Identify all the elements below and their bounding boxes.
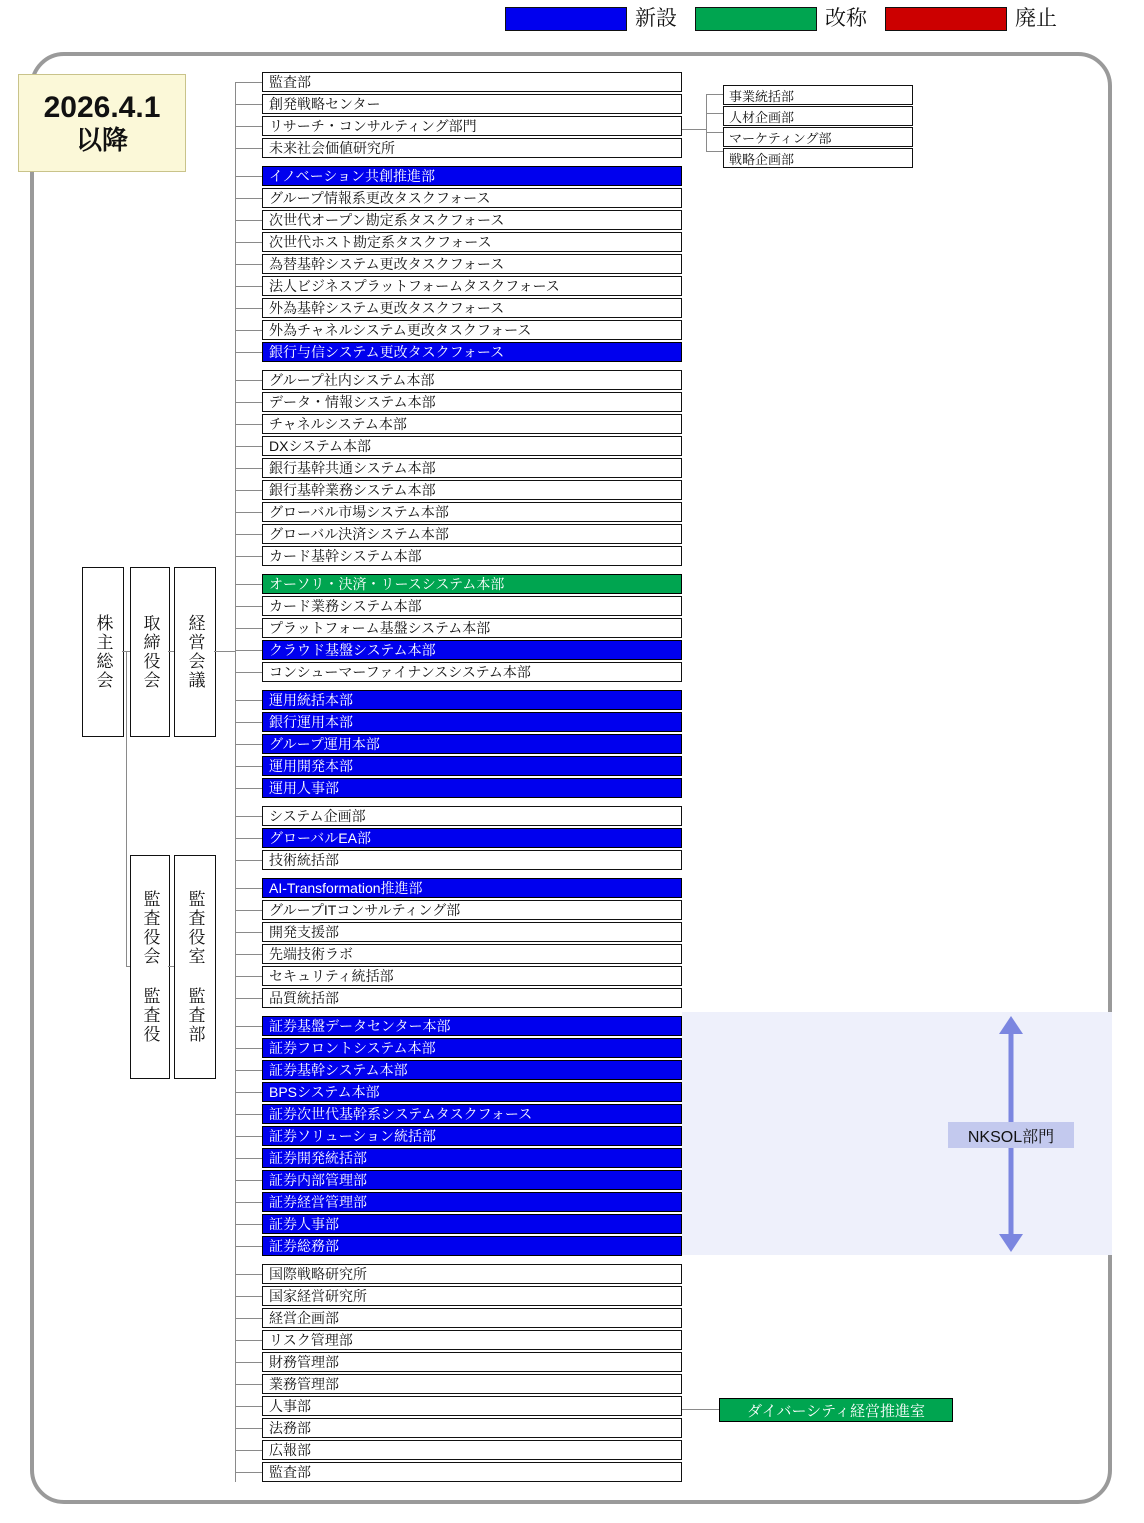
connector-department [235,700,262,701]
department-row [262,546,682,566]
governance-box-audit-office [174,855,216,1079]
department-label: リスク管理部 [269,1332,353,1348]
diversity-office-box [719,1398,953,1422]
department-row [262,116,682,136]
department-label: 為替基幹システム更改タスクフォース [269,256,505,272]
governance-label-shareholders: 株主総会 [93,614,113,690]
department-row [262,850,682,870]
department-label: 銀行与信システム更改タスクフォース [269,344,505,360]
connector-department [235,1114,262,1115]
department-row [262,298,682,318]
connector-department [235,286,262,287]
department-row [262,1148,682,1168]
connector-department [235,1180,262,1181]
connector-department [235,976,262,977]
connector-department [235,1274,262,1275]
department-label: 創発戦略センター [269,96,381,112]
department-label: 次世代オープン勘定系タスクフォース [269,212,505,228]
department-row [262,138,682,158]
department-row [262,900,682,920]
legend-swatch-new [505,7,627,31]
department-row [262,1462,682,1482]
subunit-label: 事業統括部 [729,88,795,104]
department-label: グループ情報系更改タスクフォース [269,190,491,206]
connector-department [235,534,262,535]
connector-department [235,1158,262,1159]
department-label: 国家経営研究所 [269,1288,367,1304]
connector-governance-h2 [168,651,174,652]
connector-governance-v1 [126,651,127,966]
department-label: 国際戦略研究所 [269,1266,367,1282]
connector-department [235,1296,262,1297]
department-label: 監査部 [269,74,311,90]
connector-department [235,1224,262,1225]
connector-department [235,1362,262,1363]
department-row [262,320,682,340]
connector-department [235,242,262,243]
department-label: 運用統括本部 [269,692,353,708]
connector-department [235,424,262,425]
department-row [262,1418,682,1438]
department-row [262,1038,682,1058]
connector-department [235,954,262,955]
connector-department [235,838,262,839]
subunit-box [723,148,913,168]
governance-box-auditors [130,855,170,1079]
department-row [262,210,682,230]
department-label: 先端技術ラボ [269,946,353,962]
department-label: 証券次世代基幹系システムタスクフォース [269,1106,533,1122]
connector-department [235,816,262,817]
department-row [262,502,682,522]
legend [505,4,1125,34]
department-row [262,1352,682,1372]
department-row [262,618,682,638]
subunit-box [723,85,913,105]
department-label: 業務管理部 [269,1376,339,1392]
department-label: 人事部 [269,1398,311,1414]
connector-department [235,220,262,221]
department-label: 開発支援部 [269,924,339,940]
department-label: 運用人事部 [269,780,339,796]
department-row [262,1308,682,1328]
governance-box-board [130,567,170,737]
department-row [262,690,682,710]
department-label: 品質統括部 [269,990,339,1006]
subunit-box [723,127,913,147]
department-label: 未来社会価値研究所 [269,140,395,156]
connector-department [235,932,262,933]
subunit-label: 人材企画部 [729,109,795,125]
department-label: データ・情報システム本部 [269,394,436,410]
connector-subunit-3 [706,132,723,133]
connector-department [235,1246,262,1247]
department-row [262,778,682,798]
department-row [262,756,682,776]
department-row [262,662,682,682]
connector-department [235,512,262,513]
department-label: セキュリティ統括部 [269,968,394,984]
department-row [262,1264,682,1284]
connector-department [235,1428,262,1429]
department-row [262,1104,682,1124]
department-label: BPSシステム本部 [269,1084,380,1100]
department-row [262,94,682,114]
connector-department [235,910,262,911]
department-row [262,1374,682,1394]
department-row [262,806,682,826]
governance-label-audit-office: 監査役室 監査部 [185,890,205,1044]
legend-label-renamed: 改称 [825,7,867,30]
department-label: DXシステム本部 [269,438,372,454]
subunit-box [723,106,913,126]
connector-department [235,126,262,127]
legend-item-new [505,7,695,31]
department-label: 証券フロントシステム本部 [269,1040,436,1056]
connector-subunit-1 [706,94,723,95]
department-row [262,988,682,1008]
department-row [262,966,682,986]
legend-swatch-renamed [695,7,817,31]
department-label: コンシューマーファイナンスシステム本部 [269,664,531,680]
connector-department [235,650,262,651]
department-row [262,254,682,274]
department-label: 証券開発統括部 [269,1150,367,1166]
department-row [262,232,682,252]
department-label: 次世代ホスト勘定系タスクフォース [269,234,492,250]
department-label: 証券基盤データセンター本部 [269,1018,451,1034]
department-label: 技術統括部 [269,852,339,868]
department-row [262,734,682,754]
diversity-office-label: ダイバーシティ経営推進室 [747,1402,925,1420]
legend-item-renamed [695,7,885,31]
connector-department [235,82,262,83]
department-row [262,370,682,390]
department-row [262,828,682,848]
connector-department [235,1070,262,1071]
connector-subunit-4 [706,151,723,152]
connector-department [235,1026,262,1027]
department-label: グループ社内システム本部 [269,372,435,388]
department-row [262,1126,682,1146]
connector-department [235,1318,262,1319]
department-label: カード基幹システム本部 [269,548,422,564]
connector-subunit-2 [706,113,723,114]
connector-department [235,380,262,381]
nksol-label: NKSOL部門 [948,1122,1074,1148]
department-row [262,414,682,434]
department-row [262,574,682,594]
department-label: グローバルEA部 [269,830,371,846]
connector-governance-h4 [126,966,130,967]
department-label: リサーチ・コンサルティング部門 [269,118,477,134]
department-label: グローバル市場システム本部 [269,504,449,520]
department-label: 運用開発本部 [269,758,353,774]
department-label: チャネルシステム本部 [269,416,407,432]
connector-department [235,490,262,491]
department-label: 銀行基幹業務システム本部 [269,482,436,498]
department-label: 証券人事部 [269,1216,339,1232]
governance-box-shareholders [82,567,124,737]
legend-label-new: 新設 [635,7,677,30]
connector-department [235,330,262,331]
department-label: グループ運用本部 [269,736,380,752]
connector-department [235,556,262,557]
department-label: 外為チャネルシステム更改タスクフォース [269,322,532,338]
department-label: 財務管理部 [269,1354,339,1370]
department-row [262,1214,682,1234]
connector-department [235,1472,262,1473]
connector-department [235,672,262,673]
department-label: カード業務システム本部 [269,598,422,614]
department-row [262,712,682,732]
legend-item-abolished [885,7,1075,31]
department-row [262,276,682,296]
department-row [262,1060,682,1080]
department-row [262,1236,682,1256]
department-row [262,480,682,500]
department-row [262,1330,682,1350]
department-row [262,1082,682,1102]
department-row [262,458,682,478]
connector-parent-to-subunits [682,129,706,130]
department-row [262,1396,682,1416]
org-trunk-line [235,82,236,1482]
department-label: AI-Transformation推進部 [269,880,423,896]
department-row [262,640,682,660]
department-label: 法務部 [269,1420,311,1436]
department-label: グループITコンサルティング部 [269,902,461,918]
effective-date-line2: 以降 [75,125,128,155]
connector-department [235,1340,262,1341]
connector-department [235,468,262,469]
department-label: 監査部 [269,1464,311,1480]
connector-management-to-trunk [214,651,235,652]
connector-hr-to-diversity [682,1409,720,1410]
department-row [262,1440,682,1460]
governance-box-management [174,567,216,737]
department-label: 証券ソリューション統括部 [269,1128,437,1144]
subunit-label: マーケティング部 [729,130,832,146]
department-label: 証券基幹システム本部 [269,1062,408,1078]
department-label: クラウド基盤システム本部 [269,642,436,658]
department-row [262,392,682,412]
connector-department [235,402,262,403]
governance-label-auditors: 監査役会 監査役 [140,890,160,1044]
department-label: 法人ビジネスプラットフォームタスクフォース [269,278,560,294]
connector-department [235,148,262,149]
connector-department [235,888,262,889]
department-row [262,72,682,92]
connector-department [235,1202,262,1203]
research-consulting-subunits [723,85,913,169]
connector-department [235,860,262,861]
legend-swatch-abolished [885,7,1007,31]
connector-department [235,264,262,265]
department-label: イノベーション共創推進部 [269,168,436,184]
connector-governance-h3 [168,966,174,967]
department-row [262,944,682,964]
connector-department [235,766,262,767]
department-label: 外為基幹システム更改タスクフォース [269,300,505,316]
connector-department [235,446,262,447]
department-row [262,878,682,898]
subunit-label: 戦略企画部 [729,151,795,167]
connector-department [235,352,262,353]
connector-department [235,606,262,607]
connector-department [235,1048,262,1049]
governance-label-board: 取締役会 [140,614,160,690]
department-row [262,166,682,186]
department-row [262,342,682,362]
effective-date-line1: 2026.4.1 [43,91,161,124]
governance-label-management: 経営会議 [185,614,205,690]
department-label: オーソリ・決済・リースシステム本部 [269,576,505,592]
connector-department [235,1450,262,1451]
department-label: 銀行基幹共通システム本部 [269,460,436,476]
connector-department [235,308,262,309]
department-label: 経営企画部 [269,1310,339,1326]
department-row [262,436,682,456]
connector-department [235,584,262,585]
department-label: システム企画部 [269,808,366,824]
connector-department [235,722,262,723]
department-row [262,922,682,942]
department-row [262,1192,682,1212]
connector-department [235,1092,262,1093]
connector-department [235,1406,262,1407]
connector-department [235,104,262,105]
connector-subunits-spine [706,94,707,152]
department-label: 証券内部管理部 [269,1172,367,1188]
department-label: 証券総務部 [269,1238,339,1254]
department-row [262,188,682,208]
connector-department [235,176,262,177]
connector-department [235,1384,262,1385]
department-list [262,72,682,1484]
connector-department [235,744,262,745]
connector-department [235,628,262,629]
department-label: プラットフォーム基盤システム本部 [269,620,491,636]
department-row [262,596,682,616]
department-label: 証券経営管理部 [269,1194,367,1210]
department-label: グローバル決済システム本部 [269,526,449,542]
department-label: 銀行運用本部 [269,714,353,730]
department-label: 広報部 [269,1442,311,1458]
connector-department [235,1136,262,1137]
department-row [262,1170,682,1190]
connector-department [235,198,262,199]
department-row [262,1016,682,1036]
department-row [262,524,682,544]
effective-date-badge [18,74,186,172]
legend-label-abolished: 廃止 [1015,7,1057,30]
connector-department [235,998,262,999]
connector-department [235,788,262,789]
department-row [262,1286,682,1306]
